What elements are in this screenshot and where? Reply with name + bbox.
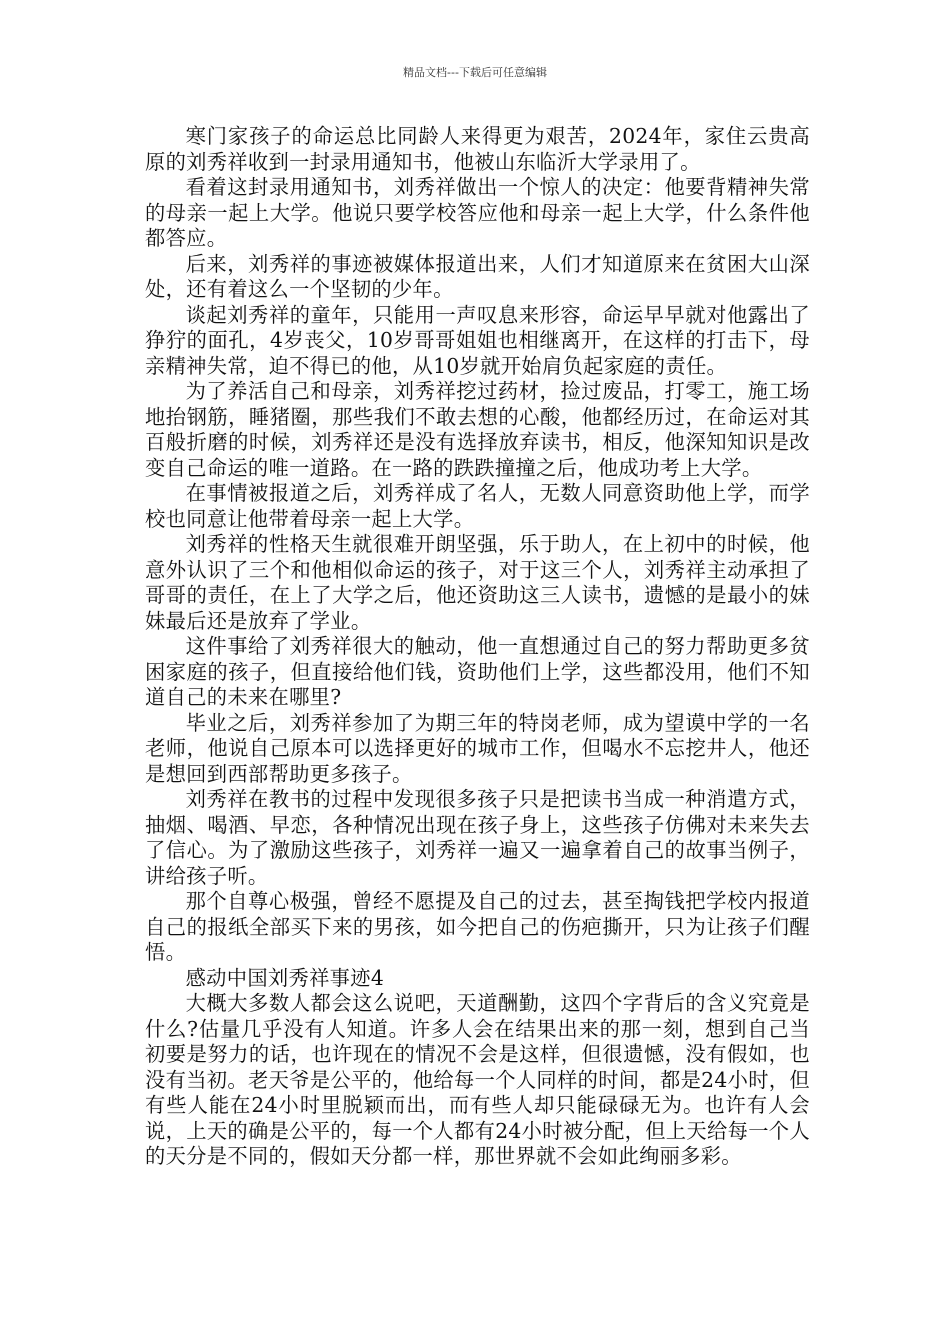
paragraph: 后来，刘秀祥的事迹被媒体报道出来，人们才知道原来在贫困大山深处，还有着这么一个坚韧的少年。: [145, 251, 810, 301]
section-heading: 感动中国刘秀祥事迹4: [185, 965, 385, 990]
paragraph: 谈起刘秀祥的童年，只能用一声叹息来形容，命运早早就对他露出了狰狞的面孔，4岁丧父，10岁哥哥姐姐也相继离开，在这样的打击下，母亲精神失常，迫不得已的他，从10岁就开始肩负起家庭的责任。: [145, 302, 810, 378]
paragraph: 为了养活自己和母亲，刘秀祥挖过药材，捡过废品，打零工，施工场地抬钢筋，睡猪圈，那些我们不敢去想的心酸，他都经历过，在命运对其百般折磨的时候，刘秀祥还是没有选择放弃读书，相反，他深知知识是改变自己命运的唯一道路。在一路的跌跌撞撞之后，他成功考上大学。: [145, 379, 810, 480]
paragraph: 那个自尊心极强，曾经不愿提及自己的过去，甚至掏钱把学校内报道自己的报纸全部买下来的男孩，如今把自己的伤疤撕开，只为让孩子们醒悟。: [145, 889, 810, 964]
paragraph: 看着这封录用通知书，刘秀祥做出一个惊人的决定：他要背精神失常的母亲一起上大学。他说只要学校答应他和母亲一起上大学，什么条件他都答应。: [145, 175, 810, 250]
paragraph: 寒门家孩子的命运总比同龄人来得更为艰苦，2024年，家住云贵高原的刘秀祥收到一封录用通知书，他被山东临沂大学录用了。: [145, 124, 810, 174]
page-header: 精品文档---下载后可任意编辑: [403, 66, 547, 79]
paragraph: 刘秀祥在教书的过程中发现很多孩子只是把读书当成一种消遣方式，抽烟、喝酒、早恋，各种情况出现在孩子身上，这些孩子仿佛对未来失去了信心。为了激励这些孩子，刘秀祥一遍又一遍拿着自己的故事当例子，讲给孩子听。: [145, 787, 810, 888]
paragraph: 毕业之后，刘秀祥参加了为期三年的特岗老师，成为望谟中学的一名老师，他说自己原本可以选择更好的城市工作，但喝水不忘挖井人，他还是想回到西部帮助更多孩子。: [145, 710, 810, 786]
document-body: [145, 124, 810, 1170]
paragraph: 刘秀祥的性格天生就很难开朗坚强，乐于助人，在上初中的时候，他意外认识了三个和他相似命运的孩子，对于这三个人，刘秀祥主动承担了哥哥的责任，在上了大学之后，他还资助这三人读书，遗憾的是最小的妹妹最后还是放弃了学业。: [145, 532, 810, 633]
paragraph: 大概大多数人都会这么说吧，天道酬勤，这四个字背后的含义究竟是什么?估量几乎没有人知道。许多人会在结果出来的那一刻，想到自己当初要是努力的话，也许现在的情况不会是这样，但很遗憾，没有假如，也没有当初。老天爷是公平的，他给每一个人同样的时间，都是24小时，但有些人能在24小时里脱颖而出，而有些人却只能碌碌无为。也许有人会说，上天的确是公平的，每一个人都有24小时被分配，但上天给每一个人的天分是不同的，假如天分都一样，那世界就不会如此绚丽多彩。: [145, 991, 810, 1168]
paragraph: 在事情被报道之后，刘秀祥成了名人，无数人同意资助他上学，而学校也同意让他带着母亲一起上大学。: [145, 481, 810, 531]
paragraph: 这件事给了刘秀祥很大的触动，他一直想通过自己的努力帮助更多贫困家庭的孩子，但直接给他们钱，资助他们上学，这些都没用，他们不知道自己的未来在哪里?: [145, 634, 810, 709]
